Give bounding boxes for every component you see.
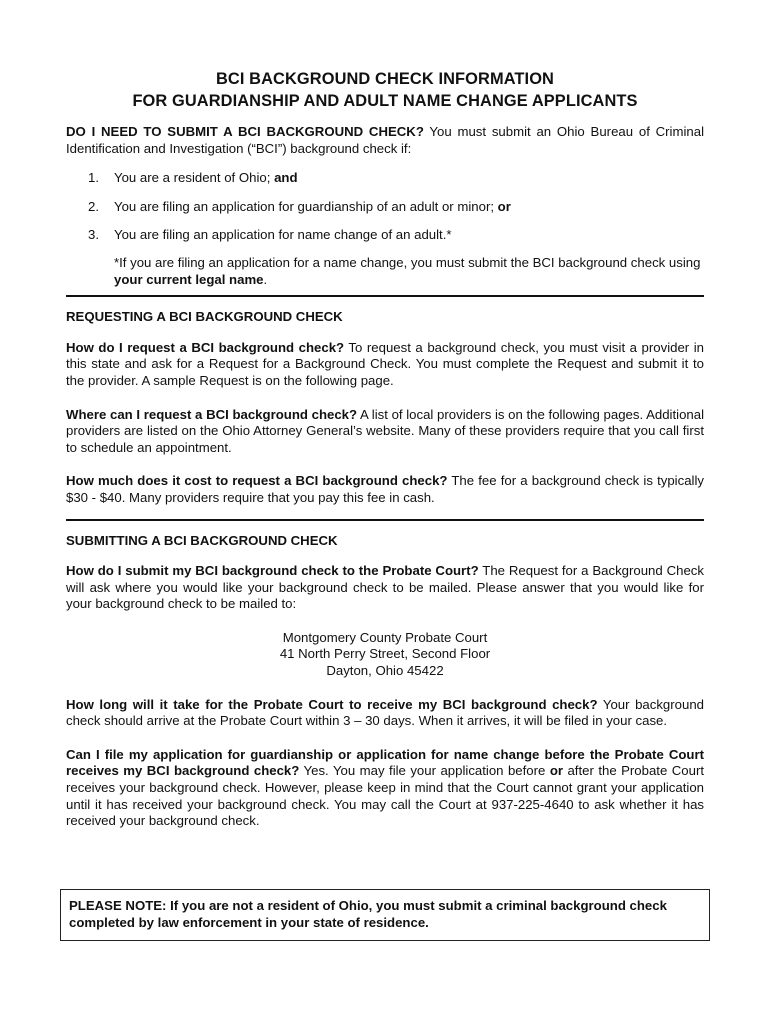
intro-question: DO I NEED TO SUBMIT A BCI BACKGROUND CHECK? — [66, 124, 424, 139]
list-text: You are filing an application for name change of an adult.* — [114, 227, 452, 243]
list-emphasis: or — [497, 198, 511, 214]
question: Where can I request a BCI background check? — [66, 406, 358, 422]
footnote-text: *If you are filing an application for a name change, you must submit the BCI background check using — [114, 254, 701, 270]
section-divider — [66, 519, 704, 521]
submitting-heading: SUBMITTING A BCI BACKGROUND CHECK — [66, 532, 338, 548]
answer-part-1: Yes. You may file your application before — [299, 763, 550, 779]
answer: The fee for a background check is typically $30 - $40. Many providers require that you pay this fee in cash. — [66, 473, 704, 505]
section-divider — [66, 295, 704, 297]
qa-submit-early — [66, 747, 704, 830]
question: How long will it take for the Probate Court to receive my BCI background check? — [66, 696, 598, 712]
intro-paragraph — [66, 124, 704, 157]
answer: To request a background check, you must visit a provider in this state and ask for a Request for a Background Check. You must complete the Request and submit it to the provider. A sample Request is on the following page. — [66, 339, 705, 388]
list-item — [88, 199, 704, 216]
qa-submit-how — [66, 563, 704, 613]
answer: The Request for a Background Check will ask where you would like your background check to be mailed. Please answer that you would like for your background check to be mailed to: — [66, 563, 704, 612]
address-line-2: 41 North Perry Street, Second Floor — [279, 646, 491, 662]
list-number: 1. — [88, 170, 99, 186]
answer: A list of local providers is on the following pages. Additional providers are listed on the Ohio Attorney General’s website. Many of these providers require that you call first to schedule an appointment. — [66, 406, 704, 455]
list-text: You are filing an application for guardianship of an adult or minor; — [114, 198, 498, 214]
answer-emphasis: or — [549, 763, 564, 779]
answer: Your background check should arrive at the Probate Court within 3 – 30 days. When it arrives, it will be filed in your case. — [66, 696, 704, 729]
footnote-end: . — [263, 271, 268, 287]
list-item — [88, 170, 704, 187]
footnote — [114, 255, 704, 288]
address-line-1: Montgomery County Probate Court — [282, 629, 488, 645]
list-item — [88, 227, 704, 244]
qa-submit-timing — [66, 697, 704, 730]
qa-request-cost — [66, 473, 704, 506]
title-line-1: BCI BACKGROUND CHECK INFORMATION — [216, 70, 554, 88]
document-title — [66, 68, 704, 112]
answer-part-2: after the Probate Court receives your background check. However, please keep in mind that the Court cannot grant your application until it has received your background check. You may call the Court at 937-225-4640 to ask whether it has received your background check. — [66, 763, 705, 829]
list-emphasis: and — [274, 170, 298, 186]
footnote-emphasis: your current legal name — [114, 271, 264, 287]
qa-request-where — [66, 407, 704, 457]
conditions-list — [66, 170, 704, 244]
question: How do I request a BCI background check? — [66, 339, 345, 355]
list-number: 3. — [88, 227, 99, 243]
title-line-2: FOR GUARDIANSHIP AND ADULT NAME CHANGE APPLICANTS — [132, 92, 638, 110]
court-address — [66, 630, 704, 680]
qa-request-how — [66, 340, 704, 390]
notice-box: PLEASE NOTE: If you are not a resident of Ohio, you must submit a criminal background check completed by law enforcement in your state of residence. — [60, 889, 710, 941]
requesting-heading: REQUESTING A BCI BACKGROUND CHECK — [66, 309, 343, 325]
address-line-3: Dayton, Ohio 45422 — [326, 663, 444, 679]
intro-answer: You must submit an Ohio Bureau of Criminal Identification and Investigation (“BCI”) background check if: — [66, 124, 704, 156]
list-text: You are a resident of Ohio; — [114, 170, 275, 186]
question: How much does it cost to request a BCI background check? — [66, 473, 448, 489]
list-number: 2. — [88, 198, 99, 214]
question: Can I file my application for guardianship or application for name change before the Probate Court receives my BCI background check? — [66, 746, 704, 779]
question: How do I submit my BCI background check to the Probate Court? — [66, 563, 479, 579]
